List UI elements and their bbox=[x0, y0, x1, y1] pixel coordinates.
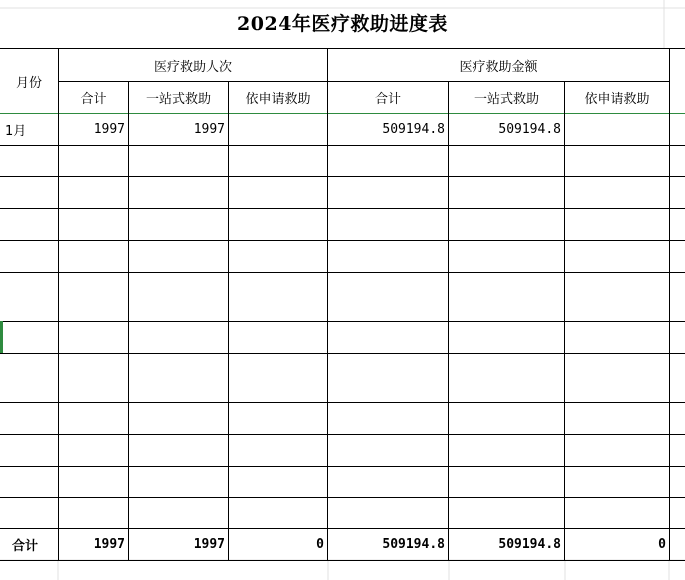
row-count-total[interactable]: 1997 bbox=[93, 122, 125, 137]
header-month[interactable]: 月份 bbox=[15, 75, 42, 91]
row-amount-total[interactable]: 509194.8 bbox=[382, 122, 445, 137]
header-count-total[interactable]: 合计 bbox=[80, 92, 107, 107]
header-count-apply[interactable]: 依申请救助 bbox=[245, 92, 311, 107]
row-count-apply[interactable] bbox=[229, 114, 327, 145]
header-amount-total[interactable]: 合计 bbox=[374, 92, 401, 107]
row-amount-onestop[interactable]: 509194.8 bbox=[498, 122, 561, 137]
header-group-count[interactable]: 医疗救助人次 bbox=[153, 59, 232, 75]
header-amount-apply[interactable]: 依申请救助 bbox=[584, 92, 650, 107]
total-amount-onestop[interactable]: 509194.8 bbox=[498, 537, 561, 552]
row-amount-apply[interactable] bbox=[565, 114, 669, 145]
total-count-apply[interactable]: 0 bbox=[316, 537, 324, 552]
header-count-onestop[interactable]: 一站式救助 bbox=[145, 92, 211, 107]
row-month[interactable]: 1月 bbox=[5, 124, 27, 139]
header-amount-onestop[interactable]: 一站式救助 bbox=[473, 92, 539, 107]
sheet-title: 2024年医疗救助进度表 bbox=[237, 13, 448, 35]
total-label[interactable]: 合计 bbox=[12, 539, 39, 554]
total-count-onestop[interactable]: 1997 bbox=[193, 537, 225, 552]
row-count-onestop[interactable]: 1997 bbox=[193, 122, 225, 137]
active-cell-indicator bbox=[0, 321, 3, 353]
total-count-total[interactable]: 1997 bbox=[93, 537, 125, 552]
total-amount-apply[interactable]: 0 bbox=[658, 537, 666, 552]
total-amount-total[interactable]: 509194.8 bbox=[382, 537, 445, 552]
header-group-amount[interactable]: 医疗救助金额 bbox=[459, 59, 538, 75]
